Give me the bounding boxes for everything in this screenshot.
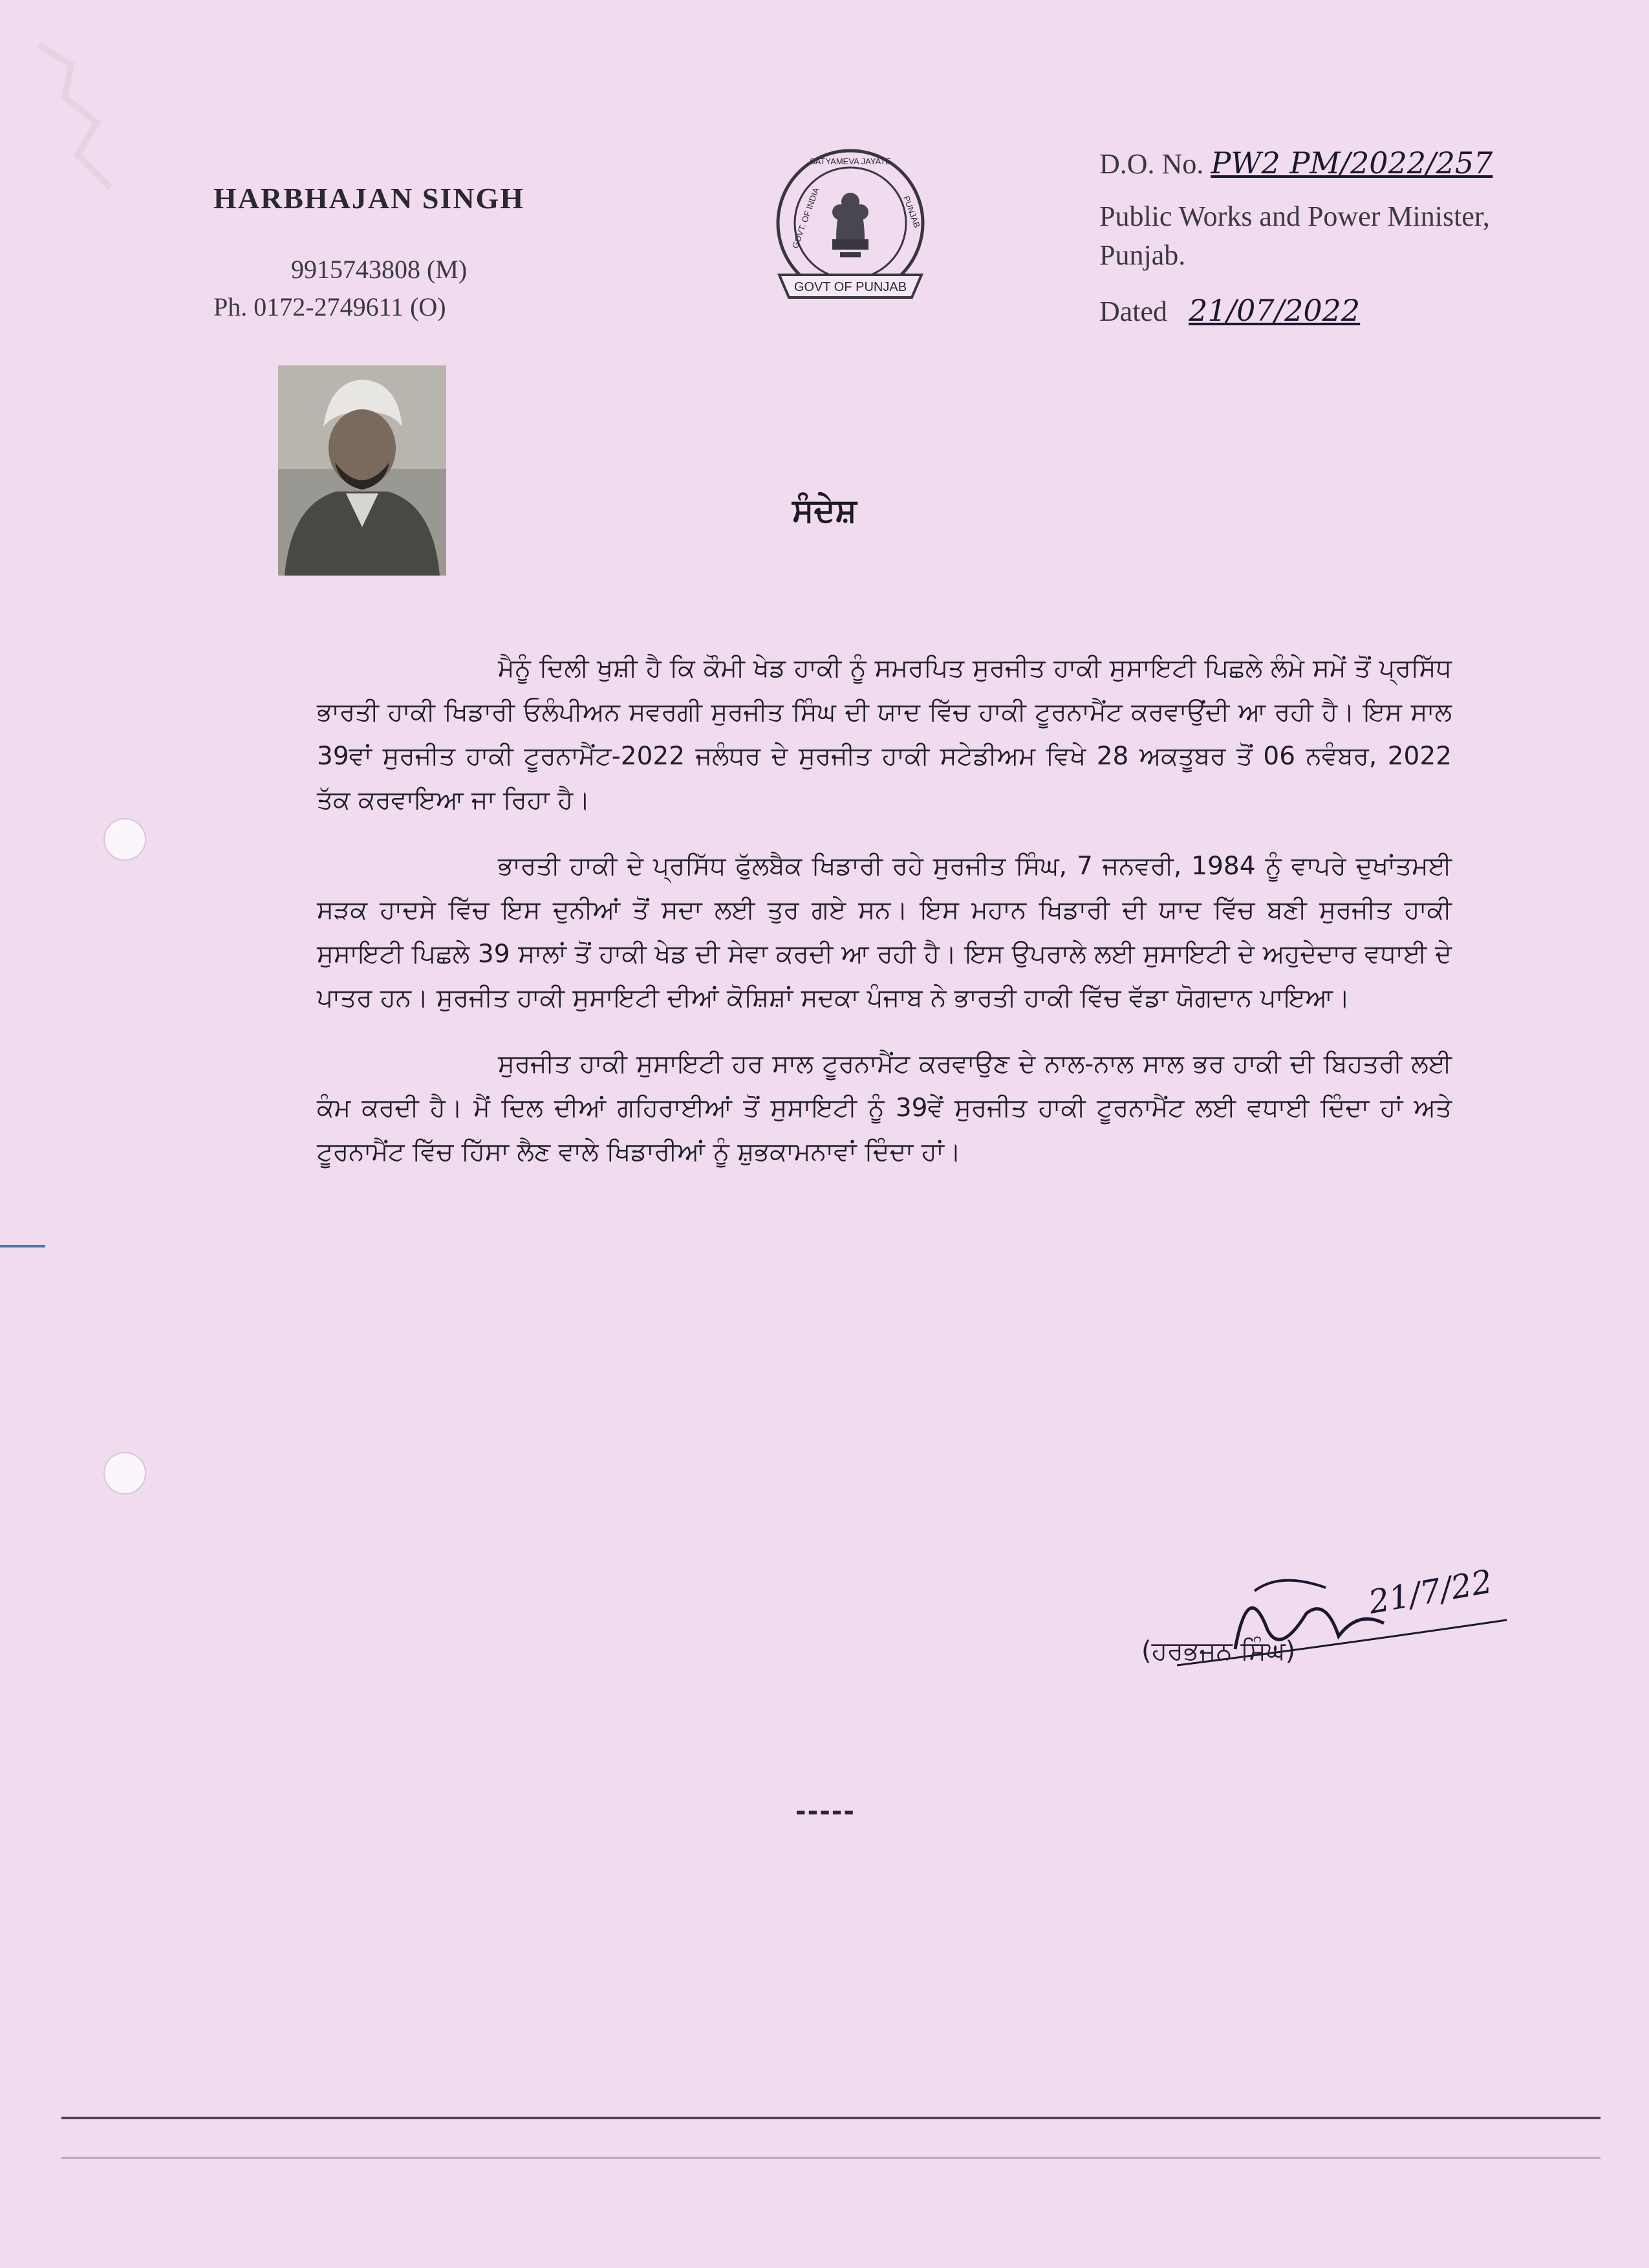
footer-rule [61,2117,1600,2119]
punch-hole-bottom [103,1452,146,1495]
emblem-right-text: PUNJAB [901,194,922,230]
emblem-ribbon-text: GOVT OF PUNJAB [793,280,907,294]
office-line-2: Punjab. [1099,239,1186,271]
punch-hole-top [103,818,146,861]
do-number-handwritten: PW2 PM/2022/257 [1211,146,1493,180]
mobile-number: 9915743808 (M) [291,255,468,284]
footer-rule-shadow [61,2157,1600,2159]
message-body [317,647,1452,1196]
sender-block [213,181,576,326]
sender-name: HARBHAJAN SINGH [213,182,525,215]
emblem-left-text: GOVT. OF INDIA [790,186,821,250]
office-line-1: Public Works and Power Minister, [1099,200,1490,232]
dated-handwritten: 21/07/2022 [1189,293,1361,328]
dated-label: Dated [1099,296,1168,327]
end-mark: ----- [795,1797,856,1826]
paragraph-2: ਭਾਰਤੀ ਹਾਕੀ ਦੇ ਪ੍ਰਸਿੱਧ ਫੁੱਲਬੈਕ ਖਿਡਾਰੀ ਰਹੇ ਸੁਰਜੀਤ ਸਿੰਘ, 7 ਜਨਵਰੀ, 1984 ਨੂੰ ਵਾਪਰੇ ਦੁਖਾਂਤਮਈ ਸੜਕ ਹਾਦਸੇ ਵਿੱਚ ਇਸ ਦੁਨੀਆਂ ਤੋਂ ਸਦਾ ਲਈ ਤੁਰ ਗਏ ਸਨ। ਇਸ ਮਹਾਨ ਖਿਡਾਰੀ ਦੀ ਯਾਦ ਵਿੱਚ ਬਣੀ ਸੁਰਜੀਤ ਹਾਕੀ ਸੁਸਾਇਟੀ ਪਿਛਲੇ 39 ਸਾਲਾਂ ਤੋਂ ਹਾਕੀ ਖੇਡ ਦੀ ਸੇਵਾ ਕਰਦੀ ਆ ਰਹੀ ਹੈ। ਇਸ ਉਪਰਾਲੇ ਲਈ ਸੁਸਾਇਟੀ ਦੇ ਅਹੁਦੇਦਾਰ ਵਧਾਈ ਦੇ ਪਾਤਰ ਹਨ। ਸੁਰਜੀਤ ਹਾਕੀ ਸੁਸਾਇਟੀ ਦੀਆਂ ਕੋਸ਼ਿਸ਼ਾਂ ਸਦਕਾ ਪੰਜਾਬ ਨੇ ਭਾਰਤੀ ਹਾਕੀ ਵਿੱਚ ਵੱਡਾ ਯੋਗਦਾਨ ਪਾਇਆ। [317,852,1452,1013]
office-phone: Ph. 0172-2749611 (O) [213,292,446,321]
dated-row [1099,293,1630,328]
do-number-row [1099,146,1630,197]
document-title: ਸੰਦੇਸ਼ [792,491,857,529]
paragraph-3: ਸੁਰਜੀਤ ਹਾਕੀ ਸੁਸਾਇਟੀ ਹਰ ਸਾਲ ਟੂਰਨਾਮੈਂਟ ਕਰਵਾਉਣ ਦੇ ਨਾਲ-ਨਾਲ ਸਾਲ ਭਰ ਹਾਕੀ ਦੀ ਬਿਹਤਰੀ ਲਈ ਕੰਮ ਕਰਦੀ ਹੈ। ਮੈਂ ਦਿਲ ਦੀਆਂ ਗਹਿਰਾਈਆਂ ਤੋਂ ਸੁਸਾਇਟੀ ਨੂੰ 39ਵੇਂ ਸੁਰਜੀਤ ਹਾਕੀ ਟੂਰਨਾਮੈਂਟ ਲਈ ਵਧਾਈ ਦਿੰਦਾ ਹਾਂ ਅਤੇ ਟੂਰਨਾਮੈਂਟ ਵਿੱਚ ਹਿੱਸਾ ਲੈਣ ਵਾਲੇ ਖਿਡਾਰੀਆਂ ਨੂੰ ਸ਼ੁਭਕਾਮਨਾਵਾਂ ਦਿੰਦਾ ਹਾਂ। [317,1050,1452,1167]
reference-block [1099,146,1630,328]
signature-date: 21/7/22 [1366,1562,1495,1621]
government-emblem [760,142,941,317]
signatory-name: (ਹਰਭਜਨ ਸਿੰਘ) [1141,1636,1296,1666]
do-label: D.O. No. [1099,148,1204,180]
margin-mark [0,1245,45,1247]
torn-corner-mark [26,39,142,207]
emblem-top-text: SATYAMEVA JAYATE [810,157,891,166]
paragraph-1: ਮੈਨੂੰ ਦਿਲੀ ਖੁਸ਼ੀ ਹੈ ਕਿ ਕੌਮੀ ਖੇਡ ਹਾਕੀ ਨੂੰ ਸਮਰਪਿਤ ਸੁਰਜੀਤ ਹਾਕੀ ਸੁਸਾਇਟੀ ਪਿਛਲੇ ਲੰਮੇ ਸਮੇਂ ਤੋਂ ਪ੍ਰਸਿੱਧ ਭਾਰਤੀ ਹਾਕੀ ਖਿਡਾਰੀ ਓਲੰਪੀਅਨ ਸਵਰਗੀ ਸੁਰਜੀਤ ਸਿੰਘ ਦੀ ਯਾਦ ਵਿੱਚ ਹਾਕੀ ਟੂਰਨਾਮੈਂਟ ਕਰਵਾਉਂਦੀ ਆ ਰਹੀ ਹੈ। ਇਸ ਸਾਲ 39ਵਾਂ ਸੁਰਜੀਤ ਹਾਕੀ ਟੂਰਨਾਮੈਂਟ-2022 ਜਲੰਧਰ ਦੇ ਸੁਰਜੀਤ ਹਾਕੀ ਸਟੇਡੀਅਮ ਵਿਖੇ 28 ਅਕਤੂਬਰ ਤੋਂ 06 ਨਵੰਬਰ, 2022 ਤੱਕ ਕਰਵਾਇਆ ਜਾ ਰਿਹਾ ਹੈ। [317,654,1452,815]
sender-photo [278,365,446,576]
